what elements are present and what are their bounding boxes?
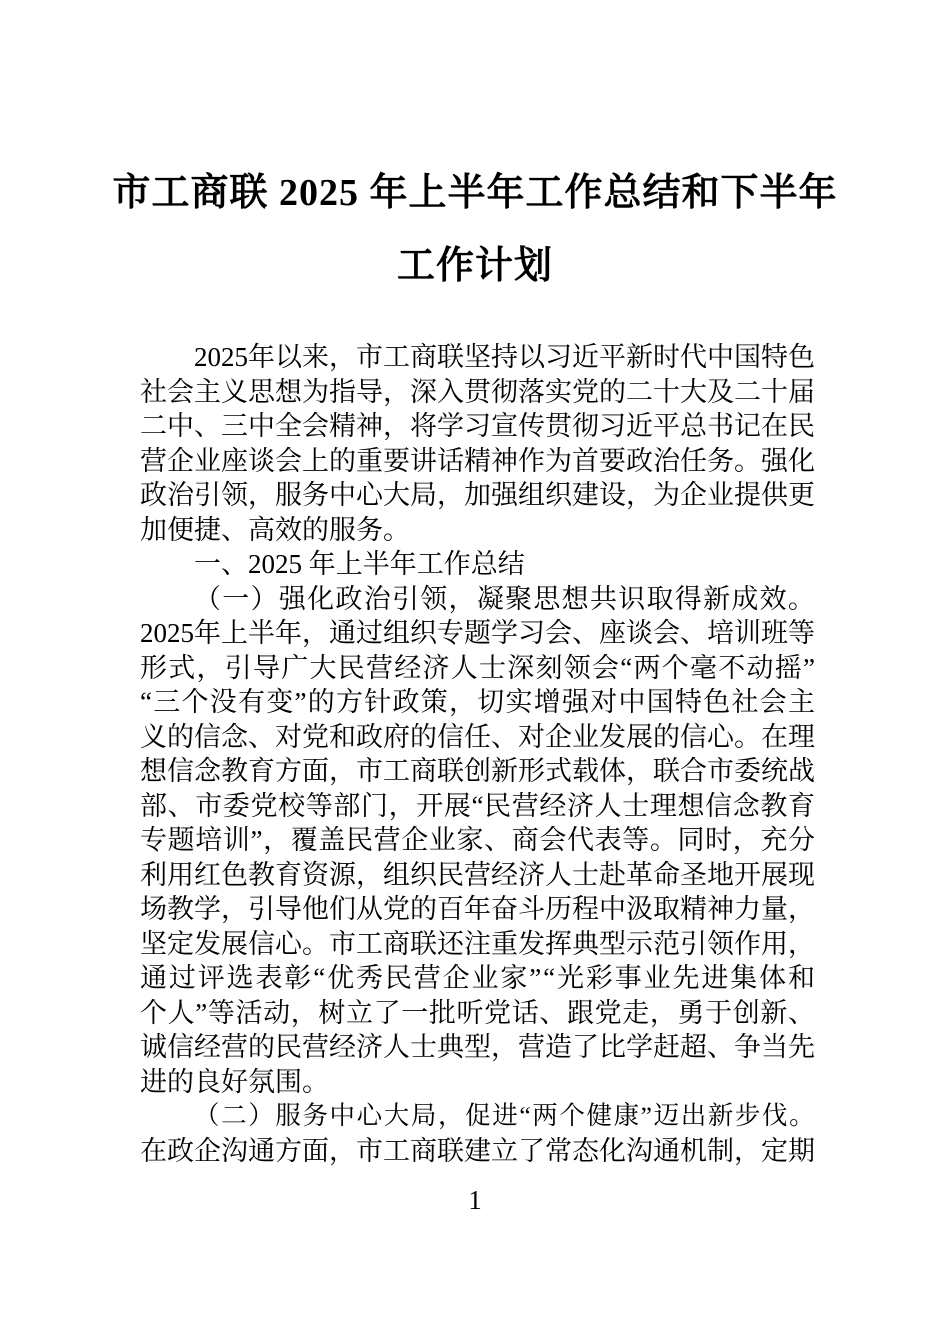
body-line: “ 三 个 没 有 变 ” 的 方 针 政 策 ， 切 实 增 强 对 中 国 特 色 社 会 主 xyxy=(140,687,815,717)
body-line: 诚 信 经 营 的 民 营 经 济 人 士 典 型 ， 营 造 了 比 学 赶 超 、 争 当 先 xyxy=(140,1032,815,1062)
section-heading: 一、2025 年上半年工作总结 xyxy=(194,549,525,579)
body-line: 营 企 业 座 谈 会 上 的 重 要 讲 话 精 神 作 为 首 要 政 治 任 务 。 强 化 xyxy=(140,445,815,476)
body-line: 2 0 2 5 年 上 半 年 ， 通 过 组 织 专 题 学 习 会 、 座 谈 会 、 培 训 班 等 xyxy=(140,618,815,648)
document-body xyxy=(140,340,815,1168)
body-line: 坚 定 发 展 信 心 。 市 工 商 联 还 注 重 发 挥 典 型 示 范 引 领 作 用 ， xyxy=(140,928,815,959)
body-line: （ 一 ） 强 化 政 治 引 领 ， 凝 聚 思 想 共 识 取 得 新 成 效 。 xyxy=(194,583,815,614)
body-line: 通 过 评 选 表 彰 “ 优 秀 民 营 企 业 家 ” “ 光 彩 事 业 先 进 集 体 和 xyxy=(140,963,815,993)
body-line: 利 用 红 色 教 育 资 源 ， 组 织 民 营 经 济 人 士 赴 革 命 圣 地 开 展 现 xyxy=(140,859,815,890)
document-title xyxy=(70,157,880,303)
body-line: 在 政 企 沟 通 方 面 ， 市 工 商 联 建 立 了 常 态 化 沟 通 机 制 ， 定 期 xyxy=(140,1135,815,1166)
body-line: （ 二 ） 服 务 中 心 大 局 ， 促 进 “ 两 个 健 康 ” 迈 出 新 步 伐 。 xyxy=(194,1101,815,1130)
body-line: 部 、 市 委 党 校 等 部 门 ， 开 展 “ 民 营 经 济 人 士 理 想 信 念 教 育 xyxy=(140,790,815,821)
body-line: 进的良好氛围。 xyxy=(140,1066,329,1097)
body-line: 2 0 2 5 年 以 来 ， 市 工 商 联 坚 持 以 习 近 平 新 时 代 中 国 特 色 xyxy=(194,342,815,372)
page-number: 1 xyxy=(468,1185,482,1215)
body-line: 专 题 培 训 ” ， 覆 盖 民 营 企 业 家 、 商 会 代 表 等 。 同 时 ， 充 分 xyxy=(140,825,815,855)
body-line: 社 会 主 义 思 想 为 指 导 ， 深 入 贯 彻 落 实 党 的 二 十 大 及 二 十 届 xyxy=(140,376,815,407)
body-line: 场 教 学 ， 引 导 他 们 从 党 的 百 年 奋 斗 历 程 中 汲 取 精 神 力 量 ， xyxy=(140,894,815,924)
body-line: 二 中 、 三 中 全 会 精 神 ， 将 学 习 宣 传 贯 彻 习 近 平 总 书 记 在 民 xyxy=(140,411,815,441)
body-line: 想 信 念 教 育 方 面 ， 市 工 商 联 创 新 形 式 载 体 ， 联 合 市 委 统 战 xyxy=(140,756,815,786)
body-line: 义 的 信 念 、 对 党 和 政 府 的 信 任 、 对 企 业 发 展 的 信 心 。 在 理 xyxy=(140,721,815,752)
body-line: 政 治 引 领 ， 服 务 中 心 大 局 ， 加 强 组 织 建 设 ， 为 企 业 提 供 更 xyxy=(140,480,815,510)
body-line: 加便捷、高效的服务。 xyxy=(140,514,410,545)
body-line: 个 人 ” 等 活 动 ， 树 立 了 一 批 听 党 话 、 跟 党 走 ， 勇 于 创 新 、 xyxy=(140,997,815,1028)
title-line-1: 市工商联 2025 年上半年工作总结和下半年 xyxy=(112,172,838,214)
body-line: 形 式 ， 引 导 广 大 民 营 经 济 人 士 深 刻 领 会 “ 两 个 毫 不 动 摇 ” xyxy=(140,652,815,683)
title-line-2: 工作计划 xyxy=(396,245,553,287)
